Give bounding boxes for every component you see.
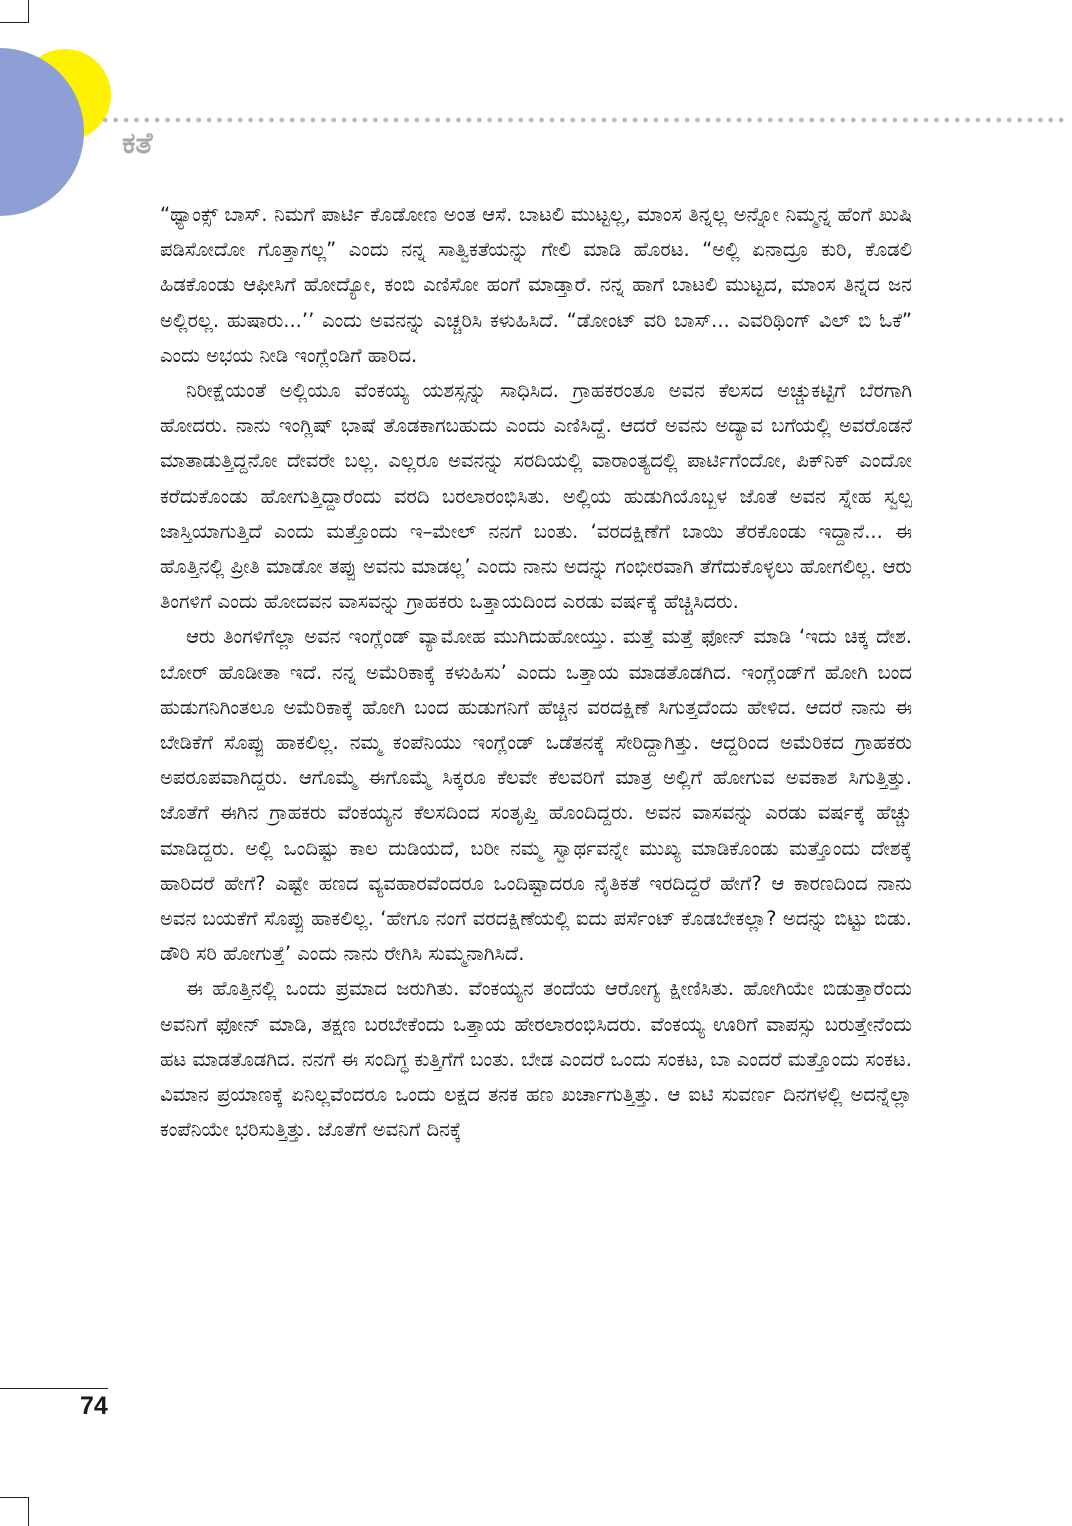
paragraph: ನಿರೀಕ್ಷೆಯಂತೆ ಅಲ್ಲಿಯೂ ವೆಂಕಯ್ಯ ಯಶಸ್ಸನ್ನು ಸಾಧಿಸಿದ. ಗ್ರಾಹಕರಂತೂ ಅವನ ಕೆಲಸದ ಅಚ್ಚುಕಟ್ಟಿಗೆ ಬೆರಗಾಗಿ ಹೋದರು. ನಾನು ಇಂಗ್ಲಿಷ್ ಭಾಷೆ ತೊಡಕಾಗಬಹುದು ಎಂದು ಎಣಿಸಿದ್ದೆ. ಆದರೆ ಅವನು ಅದ್ಯಾವ ಬಗೆಯಲ್ಲಿ ಅವರೊಡನೆ ಮಾತಾಡುತ್ತಿದ್ದನೋ ದೇವರೇ ಬಲ್ಲ. ಎಲ್ಲರೂ ಅವನನ್ನು ಸರದಿಯಲ್ಲಿ ವಾರಾಂತ್ಯದಲ್ಲಿ ಪಾರ್ಟಿಗೆಂದೋ, ಪಿಕ್‌ನಿಕ್ ಎಂದೋ ಕರೆದುಕೊಂಡು ಹೋಗುತ್ತಿದ್ದಾರೆಂದು ವರದಿ ಬರಲಾರಂಭಿಸಿತು. ಅಲ್ಲಿಯ ಹುಡುಗಿಯೊಬ್ಬಳ ಜೊತೆ ಅವನ ಸ್ನೇಹ ಸ್ವಲ್ಪ ಜಾಸ್ತಿಯಾಗುತ್ತಿದೆ ಎಂದು ಮತ್ತೊಂದು ಇ–ಮೇಲ್ ನನಗೆ ಬಂತು. ‘ವರದಕ್ಷಿಣೆಗೆ ಬಾಯಿ ತೆರಕೊಂಡು ಇದ್ದಾನೆ... ಈ ಹೊತ್ತಿನಲ್ಲಿ ಪ್ರೀತಿ ಮಾಡೋ ತಪ್ಪು ಅವನು ಮಾಡಲ್ಲ’ ಎಂದು ನಾನು ಅದನ್ನು ಗಂಭೀರವಾಗಿ ತೆಗೆದುಕೊಳ್ಳಲು ಹೋಗಲಿಲ್ಲ. ಆರು ತಿಂಗಳಿಗೆ ಎಂದು ಹೋದವನ ವಾಸವನ್ನು ಗ್ರಾಹಕರು ಒತ್ತಾಯದಿಂದ ಎರಡು ವರ್ಷಕ್ಕೆ ಹೆಚ್ಚಿಸಿದರು. xyxy=(160,379,912,614)
crop-mark-bottom xyxy=(0,1497,29,1526)
paragraph: ಆರು ತಿಂಗಳಿಗೆಲ್ಲಾ ಅವನ ಇಂಗ್ಲೆಂಡ್ ವ್ಯಾಮೋಹ ಮುಗಿದುಹೋಯ್ತು. ಮತ್ತೆ ಮತ್ತೆ ಫೋನ್ ಮಾಡಿ ‘ಇದು ಚಿಕ್ಕ ದೇಶ. ಬೋರ್ ಹೊಡೀತಾ ಇದೆ. ನನ್ನ ಅಮೆರಿಕಾಕ್ಕೆ ಕಳುಹಿಸು’ ಎಂದು ಒತ್ತಾಯ ಮಾಡತೊಡಗಿದ. ಇಂಗ್ಲೆಂಡ್‌ಗೆ ಹೋಗಿ ಬಂದ ಹುಡುಗನಿಗಿಂತಲೂ ಅಮೆರಿಕಾಕ್ಕೆ ಹೋಗಿ ಬಂದ ಹುಡುಗನಿಗೆ ಹೆಚ್ಚಿನ ವರದಕ್ಷಿಣೆ ಸಿಗುತ್ತದೆಂದು ಹೇಳಿದ. ಆದರೆ ನಾನು ಈ ಬೇಡಿಕೆಗೆ ಸೊಪ್ಪು ಹಾಕಲಿಲ್ಲ. ನಮ್ಮ ಕಂಪೆನಿಯು ಇಂಗ್ಲೆಂಡ್ ಒಡೆತನಕ್ಕೆ ಸೇರಿದ್ದಾಗಿತ್ತು. ಆದ್ದರಿಂದ ಅಮೆರಿಕದ ಗ್ರಾಹಕರು ಅಪರೂಪವಾಗಿದ್ದರು. ಆಗೊಮ್ಮೆ ಈಗೊಮ್ಮೆ ಸಿಕ್ಕರೂ ಕೆಲವೇ ಕೆಲವರಿಗೆ ಮಾತ್ರ ಅಲ್ಲಿಗೆ ಹೋಗುವ ಅವಕಾಶ ಸಿಗುತ್ತಿತ್ತು. ಜೊತೆಗೆ ಈಗಿನ ಗ್ರಾಹಕರು ವೆಂಕಯ್ಯನ ಕೆಲಸದಿಂದ ಸಂತೃಪ್ತಿ ಹೊಂದಿದ್ದರು. ಅವನ ವಾಸವನ್ನು ಎರಡು ವರ್ಷಕ್ಕೆ ಹೆಚ್ಚು ಮಾಡಿದ್ದರು. ಅಲ್ಲಿ ಒಂದಿಷ್ಟು ಕಾಲ ದುಡಿಯದೆ, ಬರೀ ನಮ್ಮ ಸ್ವಾರ್ಥವನ್ನೇ ಮುಖ್ಯ ಮಾಡಿಕೊಂಡು ಮತ್ತೊಂದು ದೇಶಕ್ಕೆ ಹಾರಿದರೆ ಹೇಗೆ? ಎಷ್ಟೇ ಹಣದ ವ್ಯವಹಾರವೆಂದರೂ ಒಂದಿಷ್ಟಾದರೂ ನೈತಿಕತೆ ಇರದಿದ್ದರೆ ಹೇಗೆ? ಆ ಕಾರಣದಿಂದ ನಾನು ಅವನ ಬಯಕೆಗೆ ಸೊಪ್ಪು ಹಾಕಲಿಲ್ಲ. ‘ಹೇಗೂ ನಂಗೆ ವರದಕ್ಷಿಣೆಯಲ್ಲಿ ಐದು ಪರ್ಸೆಂಟ್ ಕೊಡಬೇಕಲ್ಲಾ? ಅದನ್ನು ಬಿಟ್ಟು ಬಿಡು. ಡೌರಿ ಸರಿ ಹೋಗುತ್ತೆ’ ಎಂದು ನಾನು ರೇಗಿಸಿ ಸುಮ್ಮನಾಗಿಸಿದೆ. xyxy=(160,625,912,966)
paragraph: ಈ ಹೊತ್ತಿನಲ್ಲಿ ಒಂದು ಪ್ರಮಾದ ಜರುಗಿತು. ವೆಂಕಯ್ಯನ ತಂದೆಯ ಆರೋಗ್ಯ ಕ್ಷೀಣಿಸಿತು. ಹೋಗಿಯೇ ಬಿಡುತ್ತಾರೆಂದು ಅವನಿಗೆ ಫೋನ್ ಮಾಡಿ, ತಕ್ಷಣ ಬರಬೇಕೆಂದು ಒತ್ತಾಯ ಹೇರಲಾರಂಭಿಸಿದರು. ವೆಂಕಯ್ಯ ಊರಿಗೆ ವಾಪಸ್ಸು ಬರುತ್ತೇನೆಂದು ಹಟ ಮಾಡತೊಡಗಿದ. ನನಗೆ ಈ ಸಂದಿಗ್ಧ ಕುತ್ತಿಗೆಗೆ ಬಂತು. ಬೇಡ ಎಂದರೆ ಒಂದು ಸಂಕಟ, ಬಾ ಎಂದರೆ ಮತ್ತೊಂದು ಸಂಕಟ. ವಿಮಾನ ಪ್ರಯಾಣಕ್ಕೆ ಏನಿಲ್ಲವೆಂದರೂ ಒಂದು ಲಕ್ಷದ ತನಕ ಹಣ ಖರ್ಚಾಗುತ್ತಿತ್ತು. ಆ ಐಟಿ ಸುವರ್ಣ ದಿನಗಳಲ್ಲಿ ಅದನ್ನೆಲ್ಲಾ ಕಂಪೆನಿಯೇ ಭರಿಸುತ್ತಿತ್ತು. ಜೊತೆಗೆ ಅವನಿಗೆ ದಿನಕ್ಕೆ xyxy=(160,977,912,1142)
page-number: 74 xyxy=(80,1392,108,1420)
footer-rule xyxy=(0,1388,108,1389)
dotted-rule xyxy=(100,116,1065,124)
header-decoration xyxy=(0,0,130,220)
section-label: ಕತೆ xyxy=(122,126,153,161)
paragraph: “ಥ್ಯಾಂಕ್ಸ್ ಬಾಸ್. ನಿಮಗೆ ಪಾರ್ಟಿ ಕೊಡೋಣ ಅಂತ ಆಸೆ. ಬಾಟಲಿ ಮುಟ್ಟಲ್ಲ, ಮಾಂಸ ತಿನ್ನಲ್ಲ ಅನ್ನೋ ನಿಮ್ಮನ್ನ ಹೆಂಗೆ ಖುಷಿ ಪಡಿಸೋದೋ ಗೊತ್ತಾಗಲ್ಲ” ಎಂದು ನನ್ನ ಸಾತ್ವಿಕತೆಯನ್ನು ಗೇಲಿ ಮಾಡಿ ಹೊರಟ. “ಅಲ್ಲಿ ಏನಾದ್ರೂ ಕುರಿ, ಕೊಡಲಿ ಹಿಡಕೊಂಡು ಆಫೀಸಿಗೆ ಹೋದ್ಯೋ, ಕಂಬಿ ಎಣಿಸೋ ಹಂಗೆ ಮಾಡ್ತಾರೆ. ನನ್ನ ಹಾಗೆ ಬಾಟಲಿ ಮುಟ್ಟದ, ಮಾಂಸ ತಿನ್ನದ ಜನ ಅಲ್ಲಿರಲ್ಲ. ಹುಷಾರು...’’ ಎಂದು ಅವನನ್ನು ಎಚ್ಚರಿಸಿ ಕಳುಹಿಸಿದೆ. “ಡೋಂಟ್ ವರಿ ಬಾಸ್... ಎವರಿಥಿಂಗ್ ವಿಲ್ ಬಿ ಓಕೆ” ಎಂದು ಅಭಯ ನೀಡಿ ಇಂಗ್ಲೆಂಡಿಗೆ ಹಾರಿದ. xyxy=(160,203,912,367)
story-body xyxy=(160,197,912,1147)
